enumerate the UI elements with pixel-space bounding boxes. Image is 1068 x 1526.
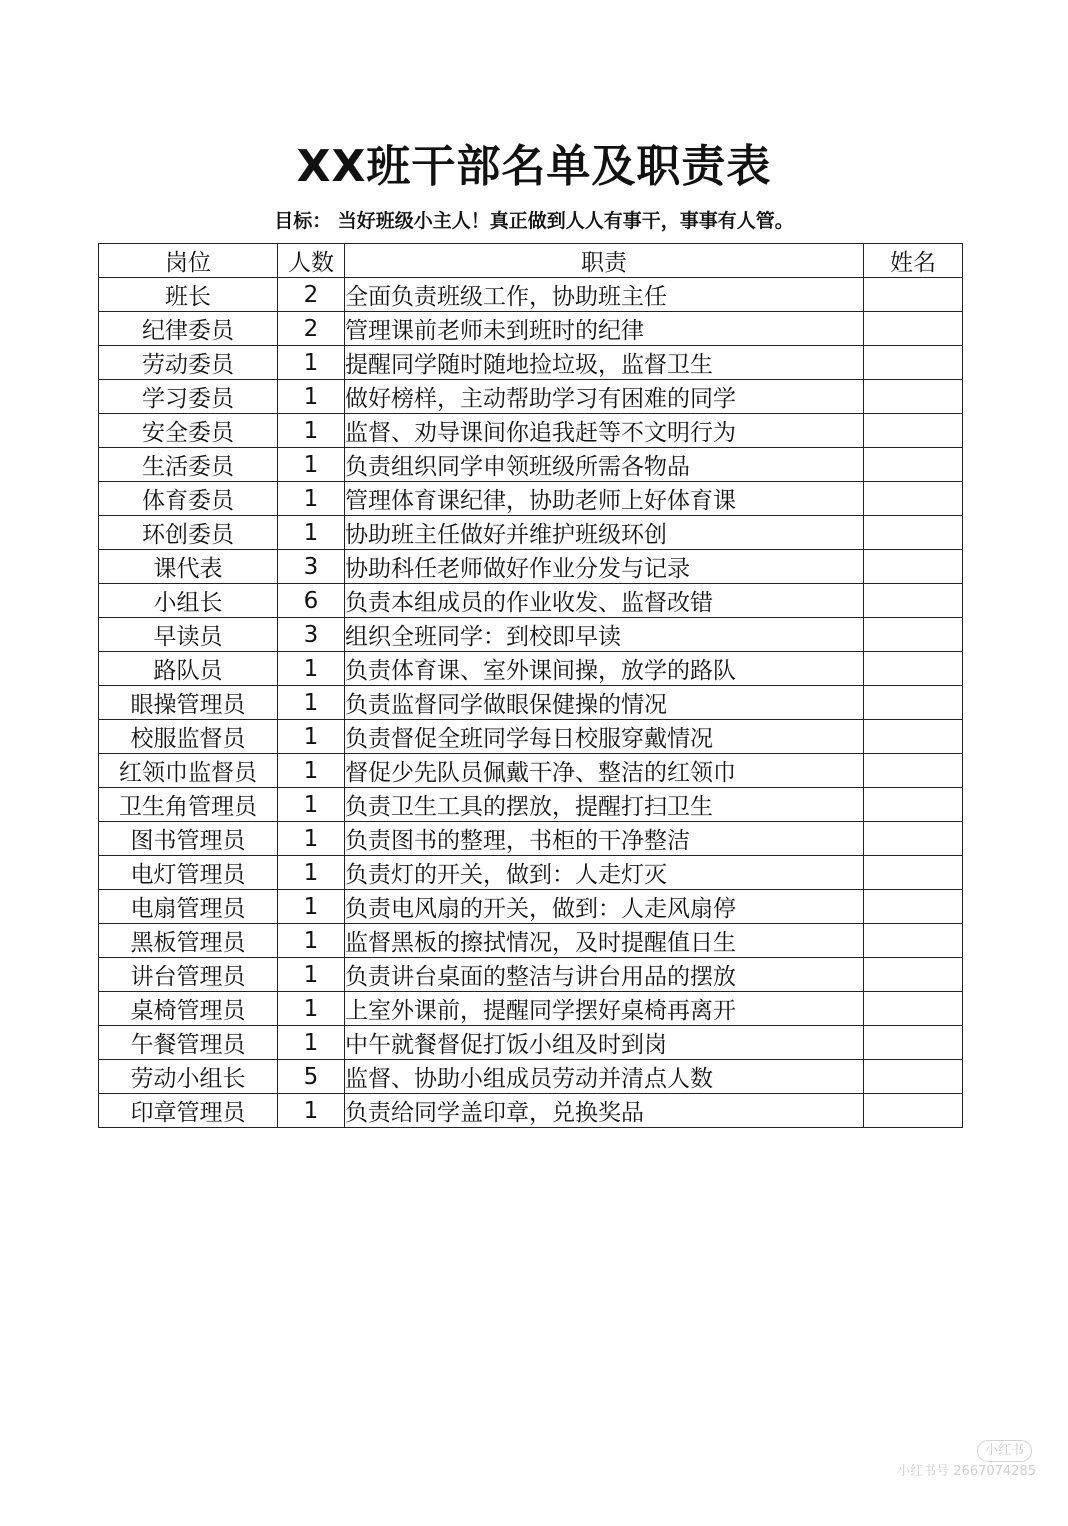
cell-name xyxy=(864,482,963,516)
table-row xyxy=(99,1094,963,1128)
cell-name xyxy=(864,380,963,414)
table-row xyxy=(99,652,963,686)
cell-name xyxy=(864,652,963,686)
cell-count: 1 xyxy=(278,788,345,822)
cell-name xyxy=(864,856,963,890)
duty-table xyxy=(98,243,963,1128)
cell-count: 1 xyxy=(278,890,345,924)
cell-position: 讲台管理员 xyxy=(99,958,278,992)
header-position: 岗位 xyxy=(99,244,278,278)
cell-duty: 提醒同学随时随地捡垃圾，监督卫生 xyxy=(345,346,864,380)
cell-duty: 负责本组成员的作业收发、监督改错 xyxy=(345,584,864,618)
table-row xyxy=(99,482,963,516)
table-row xyxy=(99,822,963,856)
table-row xyxy=(99,924,963,958)
cell-duty: 负责电风扇的开关，做到：人走风扇停 xyxy=(345,890,864,924)
cell-name xyxy=(864,686,963,720)
cell-count: 3 xyxy=(278,618,345,652)
cell-count: 1 xyxy=(278,1094,345,1128)
cell-position: 学习委员 xyxy=(99,380,278,414)
cell-duty: 负责体育课、室外课间操，放学的路队 xyxy=(345,652,864,686)
cell-duty: 负责卫生工具的摆放，提醒打扫卫生 xyxy=(345,788,864,822)
table-row xyxy=(99,380,963,414)
cell-position: 班长 xyxy=(99,278,278,312)
cell-position: 图书管理员 xyxy=(99,822,278,856)
cell-position: 课代表 xyxy=(99,550,278,584)
cell-duty: 负责监督同学做眼保健操的情况 xyxy=(345,686,864,720)
table-row xyxy=(99,992,963,1026)
cell-name xyxy=(864,618,963,652)
cell-position: 安全委员 xyxy=(99,414,278,448)
cell-count: 1 xyxy=(278,686,345,720)
table-row xyxy=(99,584,963,618)
cell-position: 桌椅管理员 xyxy=(99,992,278,1026)
cell-name xyxy=(864,1094,963,1128)
cell-name xyxy=(864,346,963,380)
cell-count: 6 xyxy=(278,584,345,618)
cell-name xyxy=(864,278,963,312)
page-title: XX班干部名单及职责表 xyxy=(296,141,772,192)
cell-count: 1 xyxy=(278,958,345,992)
cell-count: 1 xyxy=(278,448,345,482)
goal-subtitle: 目标： 当好班级小主人！真正做到人人有事干，事事有人管。 xyxy=(274,210,794,232)
cell-name xyxy=(864,414,963,448)
cell-count: 5 xyxy=(278,1060,345,1094)
cell-position: 眼操管理员 xyxy=(99,686,278,720)
cell-name xyxy=(864,448,963,482)
table-row xyxy=(99,1060,963,1094)
cell-position: 卫生角管理员 xyxy=(99,788,278,822)
table-row xyxy=(99,686,963,720)
cell-position: 体育委员 xyxy=(99,482,278,516)
cell-duty: 管理体育课纪律，协助老师上好体育课 xyxy=(345,482,864,516)
cell-name xyxy=(864,754,963,788)
cell-position: 电扇管理员 xyxy=(99,890,278,924)
cell-duty: 监督、劝导课间你追我赶等不文明行为 xyxy=(345,414,864,448)
cell-position: 劳动委员 xyxy=(99,346,278,380)
cell-position: 校服监督员 xyxy=(99,720,278,754)
cell-count: 1 xyxy=(278,414,345,448)
table-row xyxy=(99,448,963,482)
cell-duty: 全面负责班级工作，协助班主任 xyxy=(345,278,864,312)
cell-name xyxy=(864,550,963,584)
table-row xyxy=(99,516,963,550)
cell-duty: 监督、协助小组成员劳动并清点人数 xyxy=(345,1060,864,1094)
cell-name xyxy=(864,890,963,924)
cell-duty: 负责灯的开关，做到：人走灯灭 xyxy=(345,856,864,890)
cell-name xyxy=(864,958,963,992)
table-row xyxy=(99,312,963,346)
cell-name xyxy=(864,1060,963,1094)
watermark xyxy=(897,1440,1036,1482)
table-row xyxy=(99,958,963,992)
cell-count: 1 xyxy=(278,924,345,958)
cell-count: 3 xyxy=(278,550,345,584)
cell-name xyxy=(864,788,963,822)
cell-name xyxy=(864,924,963,958)
cell-name xyxy=(864,822,963,856)
cell-duty: 协助班主任做好并维护班级环创 xyxy=(345,516,864,550)
cell-position: 早读员 xyxy=(99,618,278,652)
cell-duty: 负责组织同学申领班级所需各物品 xyxy=(345,448,864,482)
cell-duty: 负责讲台桌面的整洁与讲台用品的摆放 xyxy=(345,958,864,992)
cell-count: 1 xyxy=(278,482,345,516)
table-header-row xyxy=(99,244,963,278)
cell-count: 1 xyxy=(278,856,345,890)
table-row xyxy=(99,278,963,312)
cell-duty: 上室外课前，提醒同学摆好桌椅再离开 xyxy=(345,992,864,1026)
cell-name xyxy=(864,1026,963,1060)
cell-position: 生活委员 xyxy=(99,448,278,482)
cell-position: 红领巾监督员 xyxy=(99,754,278,788)
cell-duty: 负责督促全班同学每日校服穿戴情况 xyxy=(345,720,864,754)
watermark-user-id: 小红书号 2667074285 xyxy=(897,1464,1036,1479)
table-row xyxy=(99,754,963,788)
watermark-logo: 小红书 xyxy=(977,1440,1032,1462)
table-row xyxy=(99,346,963,380)
table-row xyxy=(99,890,963,924)
header-name: 姓名 xyxy=(864,244,963,278)
cell-name xyxy=(864,992,963,1026)
table-row xyxy=(99,788,963,822)
cell-duty: 做好榜样，主动帮助学习有困难的同学 xyxy=(345,380,864,414)
cell-position: 印章管理员 xyxy=(99,1094,278,1128)
cell-position: 小组长 xyxy=(99,584,278,618)
table-body xyxy=(99,278,963,1128)
cell-duty: 监督黑板的擦拭情况，及时提醒值日生 xyxy=(345,924,864,958)
cell-count: 1 xyxy=(278,380,345,414)
cell-count: 1 xyxy=(278,346,345,380)
cell-count: 1 xyxy=(278,992,345,1026)
cell-name xyxy=(864,720,963,754)
header-count: 人数 xyxy=(278,244,345,278)
table-row xyxy=(99,618,963,652)
cell-count: 1 xyxy=(278,720,345,754)
cell-count: 1 xyxy=(278,1026,345,1060)
cell-duty: 组织全班同学：到校即早读 xyxy=(345,618,864,652)
cell-count: 2 xyxy=(278,312,345,346)
cell-position: 劳动小组长 xyxy=(99,1060,278,1094)
cell-duty: 督促少先队员佩戴干净、整洁的红领巾 xyxy=(345,754,864,788)
cell-name xyxy=(864,312,963,346)
cell-name xyxy=(864,584,963,618)
cell-position: 环创委员 xyxy=(99,516,278,550)
cell-position: 路队员 xyxy=(99,652,278,686)
cell-count: 1 xyxy=(278,822,345,856)
cell-duty: 管理课前老师未到班时的纪律 xyxy=(345,312,864,346)
table-row xyxy=(99,414,963,448)
cell-count: 1 xyxy=(278,754,345,788)
cell-position: 黑板管理员 xyxy=(99,924,278,958)
cell-count: 1 xyxy=(278,516,345,550)
cell-duty: 负责给同学盖印章，兑换奖品 xyxy=(345,1094,864,1128)
cell-position: 电灯管理员 xyxy=(99,856,278,890)
table-row xyxy=(99,720,963,754)
cell-count: 1 xyxy=(278,652,345,686)
cell-count: 2 xyxy=(278,278,345,312)
cell-duty: 中午就餐督促打饭小组及时到岗 xyxy=(345,1026,864,1060)
cell-position: 纪律委员 xyxy=(99,312,278,346)
header-duty: 职责 xyxy=(345,244,864,278)
table-row xyxy=(99,856,963,890)
cell-duty: 负责图书的整理，书柜的干净整洁 xyxy=(345,822,864,856)
cell-duty: 协助科任老师做好作业分发与记录 xyxy=(345,550,864,584)
table-row xyxy=(99,550,963,584)
table-row xyxy=(99,1026,963,1060)
cell-name xyxy=(864,516,963,550)
cell-position: 午餐管理员 xyxy=(99,1026,278,1060)
